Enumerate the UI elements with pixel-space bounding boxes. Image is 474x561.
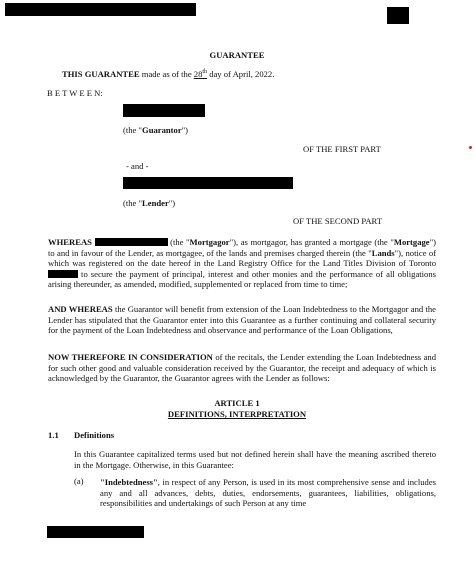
whereas-mortgagor-term: Mortgagor bbox=[189, 237, 230, 247]
intro-bold: THIS GUARANTEE bbox=[62, 68, 140, 79]
and-whereas-text: the Guarantor will benefit from extension of the Loan Indebtedness to the Mortgagor and the Lender has stipulated that the Guarantor enter into this Guarantee as a further continuing and collateral security for the payment of the Loan Indebtedness and observance and performance of the Loan Obligations, bbox=[48, 304, 436, 336]
therefore-lead: NOW THEREFORE IN CONSIDERATION bbox=[48, 352, 213, 362]
intro-day-suffix: th bbox=[202, 69, 208, 75]
intro-rest: day of April, 2022. bbox=[207, 68, 275, 79]
redaction-registration-number bbox=[48, 270, 78, 278]
item-a-label: (a) bbox=[74, 476, 84, 486]
article-title: DEFINITIONS, INTERPRETATION bbox=[167, 409, 307, 419]
item-a-term: "Indebtedness" bbox=[100, 477, 158, 487]
whereas-t1: (the " bbox=[167, 237, 190, 247]
section-text: In this Guarantee capitalized terms used but not defined herein shall have the meaning ascribed thereto in the Mortgage. Otherwise, in this Guarantee: bbox=[74, 449, 436, 470]
redaction-mortgagor-name bbox=[95, 238, 168, 246]
intro-day bbox=[194, 69, 207, 79]
whereas-t5: to secure the payment of principal, interest and other monies and the performance of all obligations arising thereunder, as amended, modified, supplemented or replaced from time to time; bbox=[48, 268, 436, 290]
and-separator: - and - bbox=[126, 161, 149, 171]
intro-line bbox=[62, 69, 274, 78]
lender-term: Lender bbox=[142, 198, 169, 208]
second-part-label: OF THE SECOND PART bbox=[293, 216, 383, 226]
guarantor-close: ") bbox=[181, 125, 189, 135]
lender-open: (the " bbox=[123, 198, 143, 208]
guarantor-term: Guarantor bbox=[142, 125, 182, 135]
redaction-guarantor-name bbox=[123, 104, 205, 117]
intro-day-number: 28 bbox=[193, 68, 203, 79]
guarantor-open: (the " bbox=[123, 125, 143, 135]
redaction-header-right bbox=[387, 7, 409, 24]
item-a-text bbox=[100, 477, 436, 509]
and-whereas-lead: AND WHEREAS bbox=[48, 304, 113, 314]
whereas-t4: "), notice of which was registered on the date hereof in the Land Registry Office for the Land Titles Division of Toronto bbox=[48, 247, 436, 269]
margin-mark bbox=[469, 146, 472, 149]
first-part-label: OF THE FIRST PART bbox=[303, 144, 381, 154]
section-title: Definitions bbox=[74, 430, 115, 440]
and-whereas-paragraph bbox=[48, 304, 436, 336]
redaction-footer bbox=[47, 526, 144, 538]
redaction-lender-name bbox=[123, 177, 293, 189]
whereas-lead: WHEREAS bbox=[48, 237, 92, 247]
whereas-lands-term: Lands bbox=[371, 247, 395, 258]
redaction-header-left bbox=[5, 3, 196, 16]
lender-label bbox=[123, 199, 175, 208]
item-a-body: , in respect of any Person, is used in its most comprehensive sense and includes any and all advances, debts, duties, endorsements, guarantees, liabilities, obligations, responsibilities and undertakings of such Person at any time bbox=[100, 477, 436, 509]
lender-close: ") bbox=[168, 198, 176, 208]
whereas-paragraph bbox=[48, 237, 436, 290]
between-label: B E T W E E N: bbox=[47, 88, 103, 98]
therefore-text: of the recitals, the Lender extending the Loan Indebtedness and for such other good and valuable consideration received by the Guarantor, the receipt and adequacy of which is acknowledged by the Guarantor, the Guarantor agrees with the Lender as follows: bbox=[48, 352, 436, 384]
whereas-t3: ") to and in favour of the Lender, as mortgagee, of the lands and premises charged therein (the " bbox=[48, 237, 436, 258]
intro-text: made as of the bbox=[139, 68, 194, 79]
therefore-paragraph bbox=[48, 352, 436, 384]
document-title: GUARANTEE bbox=[209, 50, 265, 60]
whereas-t2: "), as mortgagor, has granted a mortgage (the " bbox=[229, 237, 394, 247]
whereas-mortgage-term: Mortgage bbox=[393, 237, 430, 247]
guarantor-label bbox=[123, 126, 188, 135]
section-number: 1.1 bbox=[48, 430, 59, 440]
article-number: ARTICLE 1 bbox=[214, 398, 260, 408]
